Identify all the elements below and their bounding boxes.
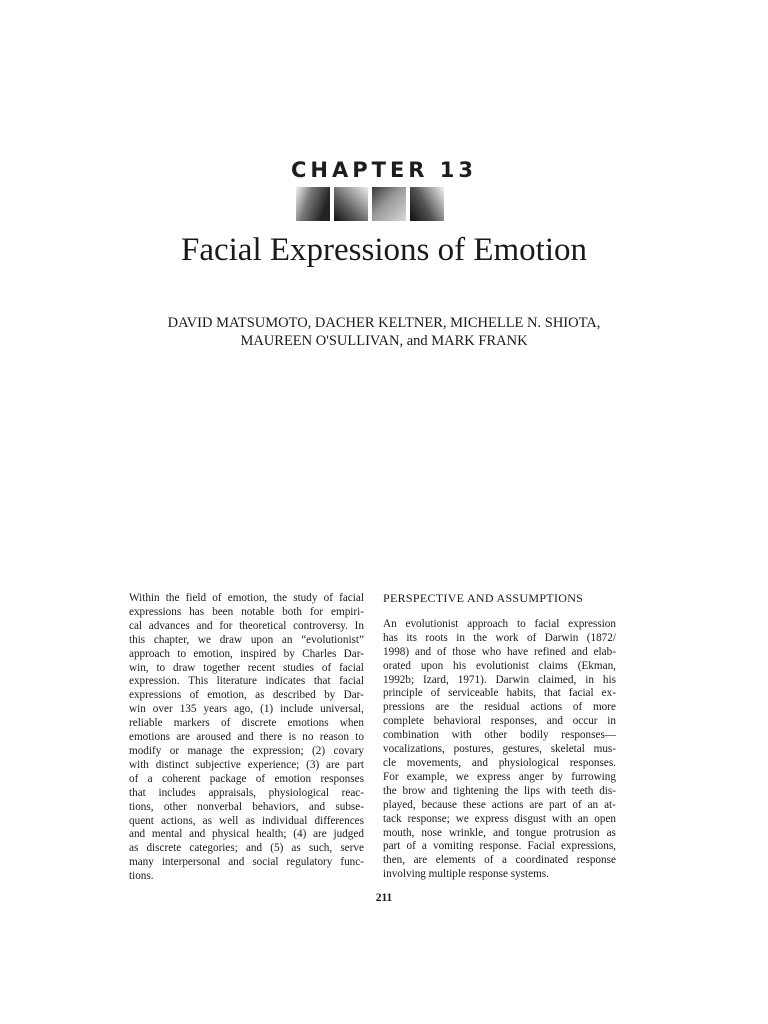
text-line: tions, other nonverbal behaviors, and subse- (129, 800, 364, 813)
text-line: as discrete categories; and (5) as such, serve (129, 842, 364, 855)
text-line: played, because these actions are part of an at- (383, 798, 616, 811)
author-list (0, 314, 768, 350)
page-number: 211 (375, 892, 393, 904)
text-line: principle of serviceable habits, that facial ex- (383, 687, 616, 700)
ornament-square (334, 187, 368, 221)
text-line: 1992b; Izard, 1971). Darwin claimed, in his (383, 673, 616, 686)
text-line: this chapter, we draw upon an “evolutionist” (129, 633, 364, 646)
text-line: An evolutionist approach to facial expression (383, 617, 616, 630)
text-line: orated upon his evolutionist claims (Ekman, (383, 659, 616, 672)
text-line: expressions of emotion, as described by Dar- (129, 689, 364, 702)
text-line: complete behavioral responses, and occur in (383, 715, 616, 728)
text-line: reliable markers of discrete emotions when (129, 717, 364, 730)
ornament-square (410, 187, 444, 221)
body-column (383, 592, 616, 882)
text-line: modify or manage the expression; (2) covary (129, 744, 364, 757)
text-line: expressions has been notable both for empiri- (129, 605, 364, 618)
text-line: 1998) and of those who have refined and elab- (383, 645, 616, 658)
author-line: MAUREEN O'SULLIVAN, and MARK FRANK (240, 333, 528, 349)
text-line: that includes appraisals, physiological reac- (129, 786, 364, 799)
abstract-column (129, 592, 364, 884)
chapter-ornament (296, 187, 444, 221)
text-line: the brow and tightening the lips with teeth dis- (383, 784, 616, 797)
text-line: tack response; we express disgust with an open (383, 812, 616, 825)
author-line: DAVID MATSUMOTO, DACHER KELTNER, MICHELLE N. SHIOTA, (167, 315, 601, 331)
chapter-label: CHAPTER 13 (290, 158, 477, 182)
text-line: pressions are the residual actions of more (383, 701, 616, 714)
chapter-title: Facial Expressions of Emotion (180, 232, 588, 268)
text-line: has its roots in the work of Darwin (1872/ (383, 631, 616, 644)
text-line: mouth, nose wrinkle, and tongue protrusion as (383, 826, 616, 839)
text-line: part of a vomiting response. Facial expressions, (383, 840, 616, 853)
text-line: win, to draw together recent studies of facial (129, 661, 364, 674)
text-line: approach to emotion, inspired by Charles Dar- (129, 647, 364, 660)
text-line: expression. This literature indicates that facial (129, 675, 364, 688)
text-line: emotions are aroused and there is no reason to (129, 731, 364, 744)
text-line: and mental and physical health; (4) are judged (129, 828, 364, 841)
text-line: then, are elements of a coordinated response (383, 854, 616, 867)
text-line: with distinct subjective experience; (3) are part (129, 758, 364, 771)
text-line: of a coherent package of emotion responses (129, 772, 364, 785)
text-line: involving multiple response systems. (383, 868, 549, 881)
text-line: combination with other bodily responses— (383, 729, 616, 742)
text-line: Within the field of emotion, the study of facial (129, 592, 364, 604)
ornament-square (296, 187, 330, 221)
text-line: many interpersonal and social regulatory func- (129, 856, 364, 869)
ornament-square (372, 187, 406, 221)
text-line: cle movements, and physiological responses. (383, 756, 616, 769)
text-line: win over 135 years ago, (1) include universal, (129, 703, 364, 716)
section-heading: PERSPECTIVE AND ASSUMPTIONS (383, 591, 584, 605)
text-line: For example, we express anger by furrowing (383, 770, 616, 783)
text-line: tions. (129, 870, 154, 883)
text-line: quent actions, as well as individual differences (129, 814, 364, 827)
text-line: cal advances and for theoretical controversy. In (129, 619, 364, 632)
text-line: vocalizations, postures, gestures, skeletal mus- (383, 743, 616, 756)
